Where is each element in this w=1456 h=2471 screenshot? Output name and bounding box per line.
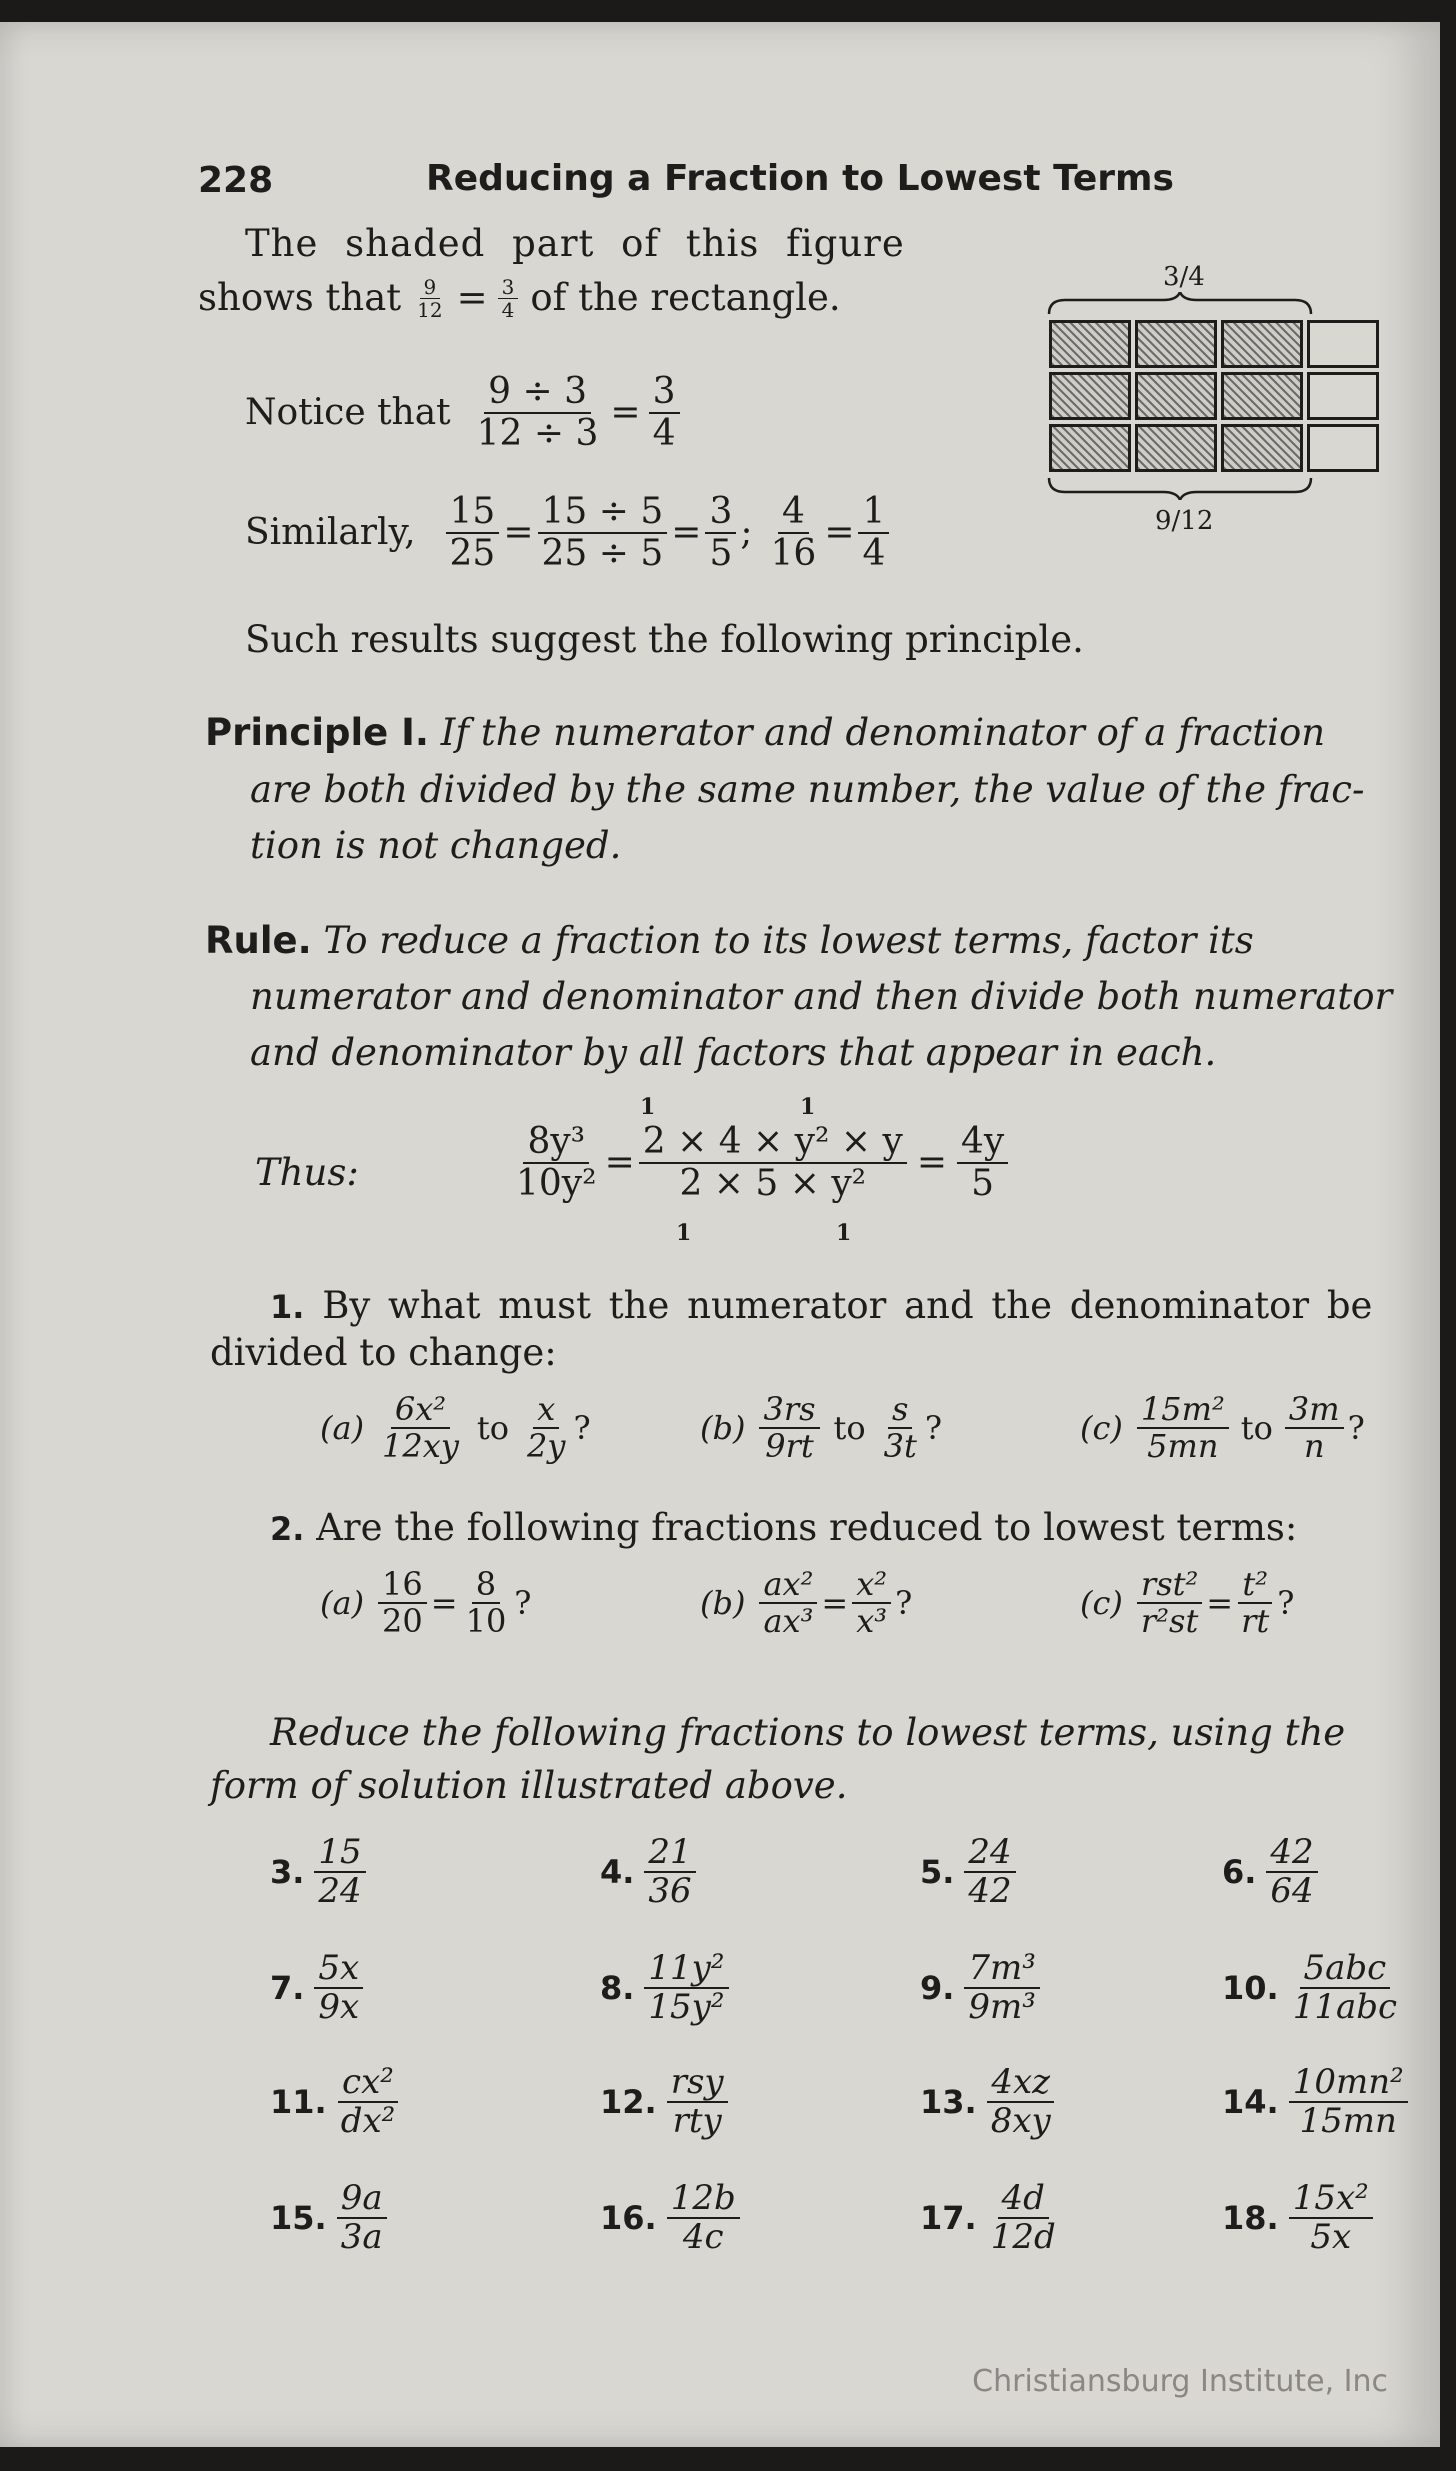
q1-text-1: By what must the numerator and the denominator be [322,1284,1373,1327]
q1-part-b [700,1392,942,1464]
fraction-numerator: 7m³ [964,1950,1040,1989]
intro-line-2-a: shows that [198,276,402,319]
fraction [473,372,603,453]
fraction-denominator: 42 [968,1871,1012,1912]
fraction-numerator: s [888,1392,912,1429]
q2-line [270,1502,1297,1555]
fraction-denominator: 25 ÷ 5 [541,532,664,574]
fraction-numerator: 8y³ [523,1122,589,1164]
thus-label: Thus: [255,1151,359,1194]
fraction [1266,1834,1317,1911]
fraction-numerator: 9a [337,2180,387,2219]
fraction [759,1567,817,1639]
exercise-item [270,1950,367,2027]
fraction-numerator: 3 [498,276,519,299]
book-page [0,22,1440,2447]
fraction-numerator: rst² [1137,1567,1202,1604]
cancel-mark: 1 [836,1220,852,1246]
fraction-denominator: 64 [1270,1871,1314,1912]
fraction [337,2180,387,2257]
fraction-numerator: t² [1238,1567,1272,1604]
fraction [523,1392,569,1464]
fraction-numerator: 6x² [391,1392,450,1429]
fraction-denominator: 9m³ [968,1987,1036,2028]
exercise-number: 9. [920,1969,955,2008]
exercise-item [270,2180,391,2257]
grid-cell [1307,372,1379,420]
fraction [880,1392,921,1464]
fraction-numerator: 21 [644,1834,695,1873]
equals-sign: = [456,276,488,319]
grid-cell-shaded [1135,372,1217,420]
exercise-item [270,2064,403,2141]
question-mark: ? [924,1409,943,1448]
grid-cell [1307,320,1379,368]
fraction-denominator: 11abc [1292,1987,1398,2028]
notice-line [245,372,684,453]
exercise-item [920,1950,1044,2027]
fraction-denominator: 15y² [648,1987,725,2028]
exercise-number: 16. [600,2199,657,2238]
grid-cell-shaded [1221,320,1303,368]
fraction-numerator: 15 [446,492,500,534]
fraction [858,492,889,573]
exercise-item [920,1834,1020,1911]
fraction-numerator: 9 [420,276,441,299]
fraction-numerator: x [533,1392,559,1429]
q2-part-c [1080,1567,1294,1639]
exercise-item [1222,2180,1377,2257]
question-mark: ? [573,1409,591,1448]
fraction-denominator: 10y² [516,1162,597,1204]
principle-line-2: are both divided by the same number, the value of the frac- [250,768,1365,811]
exercise-number: 18. [1222,2199,1279,2238]
fraction [639,1122,907,1203]
instructions-line-2: form of solution illustrated above. [210,1764,848,1807]
intro-line-1: The shaded part of this figure [245,222,905,265]
q1-line-2: divided to change: [210,1331,557,1374]
fraction-numerator: 42 [1266,1834,1317,1873]
intro-line-2-b: of the rectangle. [530,276,841,319]
fraction [1137,1567,1202,1639]
exercise-item [600,1834,700,1911]
fraction [957,1122,1008,1203]
fraction-denominator: 9x [318,1987,360,2028]
rule-line-3: and denominator by all factors that appear in each. [250,1031,1217,1074]
equals-sign: = [824,512,855,554]
fraction [378,1567,427,1639]
principle-line-3: tion is not changed. [250,824,622,867]
fraction-numerator: 15m² [1137,1392,1229,1429]
fraction-denominator: 4 [501,297,515,322]
fraction [644,1834,695,1911]
fraction [1289,2064,1408,2141]
fraction-numerator: 5x [314,1950,363,1989]
fraction-denominator: ax³ [763,1602,814,1641]
fraction-numerator: cx² [338,2064,398,2103]
to-word: to [476,1409,510,1448]
part-label: (c) [1080,1409,1123,1448]
fraction-numerator: 4xz [987,2064,1054,2103]
fraction-denominator: x³ [856,1602,888,1641]
fraction-denominator: 5mn [1147,1427,1219,1466]
exercise-item [1222,1950,1405,2027]
notice-label: Notice that [245,392,451,434]
fraction-denominator: dx² [340,2101,396,2142]
exercise-number: 17. [920,2199,977,2238]
exercise-item [920,2180,1064,2257]
equals-sign: = [1206,1584,1234,1623]
q2-text: Are the following fractions reduced to lowest terms: [316,1506,1298,1549]
fraction [462,1567,511,1639]
fraction-denominator: 3t [883,1427,917,1466]
fraction [767,492,821,573]
fraction-numerator: 10mn² [1289,2064,1408,2103]
grid-cell-shaded [1221,424,1303,472]
rule-label: Rule. [205,919,312,962]
grid-cell [1307,424,1379,472]
exercise-number: 14. [1222,2083,1279,2122]
grid-cell-shaded [1049,424,1131,472]
rule-line-2: numerator and denominator and then divide both numerator [250,975,1393,1018]
question-mark: ? [895,1584,913,1623]
q1-number: 1. [270,1288,305,1326]
q2-number: 2. [270,1510,305,1548]
fraction-denominator: 8xy [990,2101,1051,2142]
fraction-denominator: 12 ÷ 3 [476,412,599,454]
grid-cell-shaded [1135,320,1217,368]
fraction [1137,1392,1229,1464]
fraction-denominator: 24 [318,1871,362,1912]
similarly-label: Similarly, [245,512,416,554]
exercise-number: 11. [270,2083,327,2122]
equals-sign: = [671,512,702,554]
exercise-number: 5. [920,1853,955,1892]
question-mark: ? [514,1584,532,1623]
fraction-numerator: 15 ÷ 5 [538,492,668,534]
equals-sign: = [610,392,641,434]
fraction-denominator: 4c [682,2217,724,2258]
fraction [1285,1392,1344,1464]
part-label: (b) [700,1409,746,1448]
fraction [538,492,668,573]
grid-cell-shaded [1221,372,1303,420]
fraction-numerator: 3 [705,492,736,534]
fraction-denominator: 12xy [382,1427,459,1466]
fraction [987,2180,1060,2257]
equals-sign: = [430,1584,458,1623]
cancel-mark: 1 [800,1094,816,1120]
suggest-text: Such results suggest the following principle. [245,618,1084,661]
fraction-denominator: 5 [709,532,733,574]
fraction [378,1392,463,1464]
rule-line-1 [205,915,1254,967]
fraction-denominator: 4 [862,532,886,574]
grid-cell-shaded [1135,424,1217,472]
exercise-number: 10. [1222,1969,1279,2008]
rule-text-1: To reduce a fraction to its lowest terms, factor its [323,919,1254,962]
fraction-denominator: 12 [417,297,443,322]
fraction [667,2180,740,2257]
exercise-number: 4. [600,1853,635,1892]
grid-cell-shaded [1049,372,1131,420]
fraction-denominator: n [1303,1427,1325,1466]
fraction-denominator: 36 [648,1871,692,1912]
equals-sign: = [916,1142,947,1184]
fraction-denominator: rty [672,2101,722,2142]
fraction-numerator: 3m [1285,1392,1344,1429]
fraction-denominator: 2 × 5 × y² [679,1162,867,1204]
fraction [512,1122,601,1203]
fraction-numerator: 4y [957,1122,1008,1164]
fraction-9-12 [413,276,446,321]
fraction-numerator: 12b [667,2180,740,2219]
exercise-number: 13. [920,2083,977,2122]
fraction [964,1834,1015,1911]
part-label: (c) [1080,1584,1123,1623]
q2-part-b [700,1567,912,1639]
fraction-denominator: 15mn [1299,2101,1397,2142]
q1-part-c [1080,1392,1365,1464]
exercise-number: 12. [600,2083,657,2122]
fraction-numerator: 1 [858,492,889,534]
fraction-numerator: 24 [964,1834,1015,1873]
fraction [759,1392,819,1464]
fraction [314,1950,363,2027]
principle-line-1 [205,707,1325,759]
exercise-number: 7. [270,1969,305,2008]
fraction [1289,2180,1373,2257]
fraction [987,2064,1055,2141]
fraction-numerator: 3rs [759,1392,819,1429]
fraction-numerator: 3 [649,372,680,414]
fraction-numerator: 15 [314,1834,365,1873]
exercise-item [920,2064,1059,2141]
fraction-numerator: 15x² [1289,2180,1373,2219]
fraction-numerator: 4 [778,492,809,534]
exercise-item [270,1834,370,1911]
exercise-item [600,2180,744,2257]
fraction-denominator: 2y [527,1427,566,1466]
fraction-numerator: ax² [759,1567,817,1604]
principle-label: Principle I. [205,711,429,754]
equals-sign: = [821,1584,849,1623]
exercise-number: 3. [270,1853,305,1892]
fraction-denominator: 3a [340,2217,383,2258]
fraction-denominator: rt [1241,1602,1270,1641]
grid-cell-shaded [1049,320,1131,368]
fraction-numerator: 5abc [1300,1950,1391,1989]
part-label: (b) [700,1584,746,1623]
fraction-denominator: 25 [449,532,496,574]
page-title: Reducing a Fraction to Lowest Terms [426,158,1174,199]
rectangle-figure [1045,244,1385,534]
fraction [852,1567,891,1639]
to-word: to [833,1409,866,1448]
bottom-brace-icon [1045,476,1315,500]
separator: ; [740,512,753,554]
q1-part-a [320,1392,591,1464]
fraction [314,1834,365,1911]
figure-top-label: 3/4 [1163,262,1205,292]
fraction-numerator: 2 × 4 × y² × y [639,1122,907,1164]
fraction-denominator: 5x [1310,2217,1352,2258]
exercise-item [1222,2064,1412,2141]
fraction-denominator: 20 [382,1602,423,1641]
exercise-number: 6. [1222,1853,1257,1892]
exercise-number: 8. [600,1969,635,2008]
equals-sign: = [503,512,534,554]
fraction [649,372,680,453]
instructions-line-1: Reduce the following fractions to lowest terms, using the [270,1711,1346,1754]
fraction [446,492,500,573]
q2-part-a [320,1567,531,1639]
watermark: Christiansburg Institute, Inc [972,2364,1388,2399]
fraction-numerator: 11y² [644,1950,728,1989]
fraction-numerator: x² [852,1567,891,1604]
page-number: 228 [198,160,274,201]
to-word: to [1240,1409,1273,1448]
fraction-denominator: 12d [990,2217,1056,2258]
fraction-denominator: 4 [652,412,676,454]
figure-bottom-label: 9/12 [1155,506,1214,536]
q1-line-1 [270,1280,1372,1333]
fraction [1237,1567,1273,1639]
part-label: (a) [320,1584,365,1623]
fraction [337,2064,400,2141]
fraction [705,492,736,573]
fraction-numerator: rsy [667,2064,728,2103]
exercise-item [1222,1834,1322,1911]
question-mark: ? [1347,1409,1365,1448]
fraction-numerator: 9 ÷ 3 [484,372,591,414]
exercise-item [600,2064,732,2141]
fraction-denominator: 5 [971,1162,995,1204]
top-brace-icon [1045,292,1315,316]
fraction-denominator: 9rt [765,1427,814,1466]
intro-line-2 [198,272,841,324]
fraction-denominator: 16 [770,532,817,574]
cancel-mark: 1 [640,1094,656,1120]
fraction-3-4 [498,276,519,321]
thus-equation [508,1122,1012,1203]
exercise-number: 15. [270,2199,327,2238]
part-label: (a) [320,1409,365,1448]
fraction-numerator: 4d [998,2180,1049,2219]
fraction [667,2064,728,2141]
fraction-denominator: r²st [1140,1602,1199,1641]
question-mark: ? [1277,1584,1295,1623]
principle-text-1: If the numerator and denominator of a fraction [440,711,1326,754]
cancel-mark: 1 [676,1220,692,1246]
fraction [964,1950,1040,2027]
fraction [644,1950,728,2027]
fraction-numerator: 16 [378,1567,427,1604]
fraction-numerator: 8 [472,1567,500,1604]
exercise-item [600,1950,733,2027]
fraction-denominator: 10 [465,1602,507,1641]
equals-sign: = [604,1142,635,1184]
similarly-line [245,492,893,573]
fraction [1289,1950,1401,2027]
